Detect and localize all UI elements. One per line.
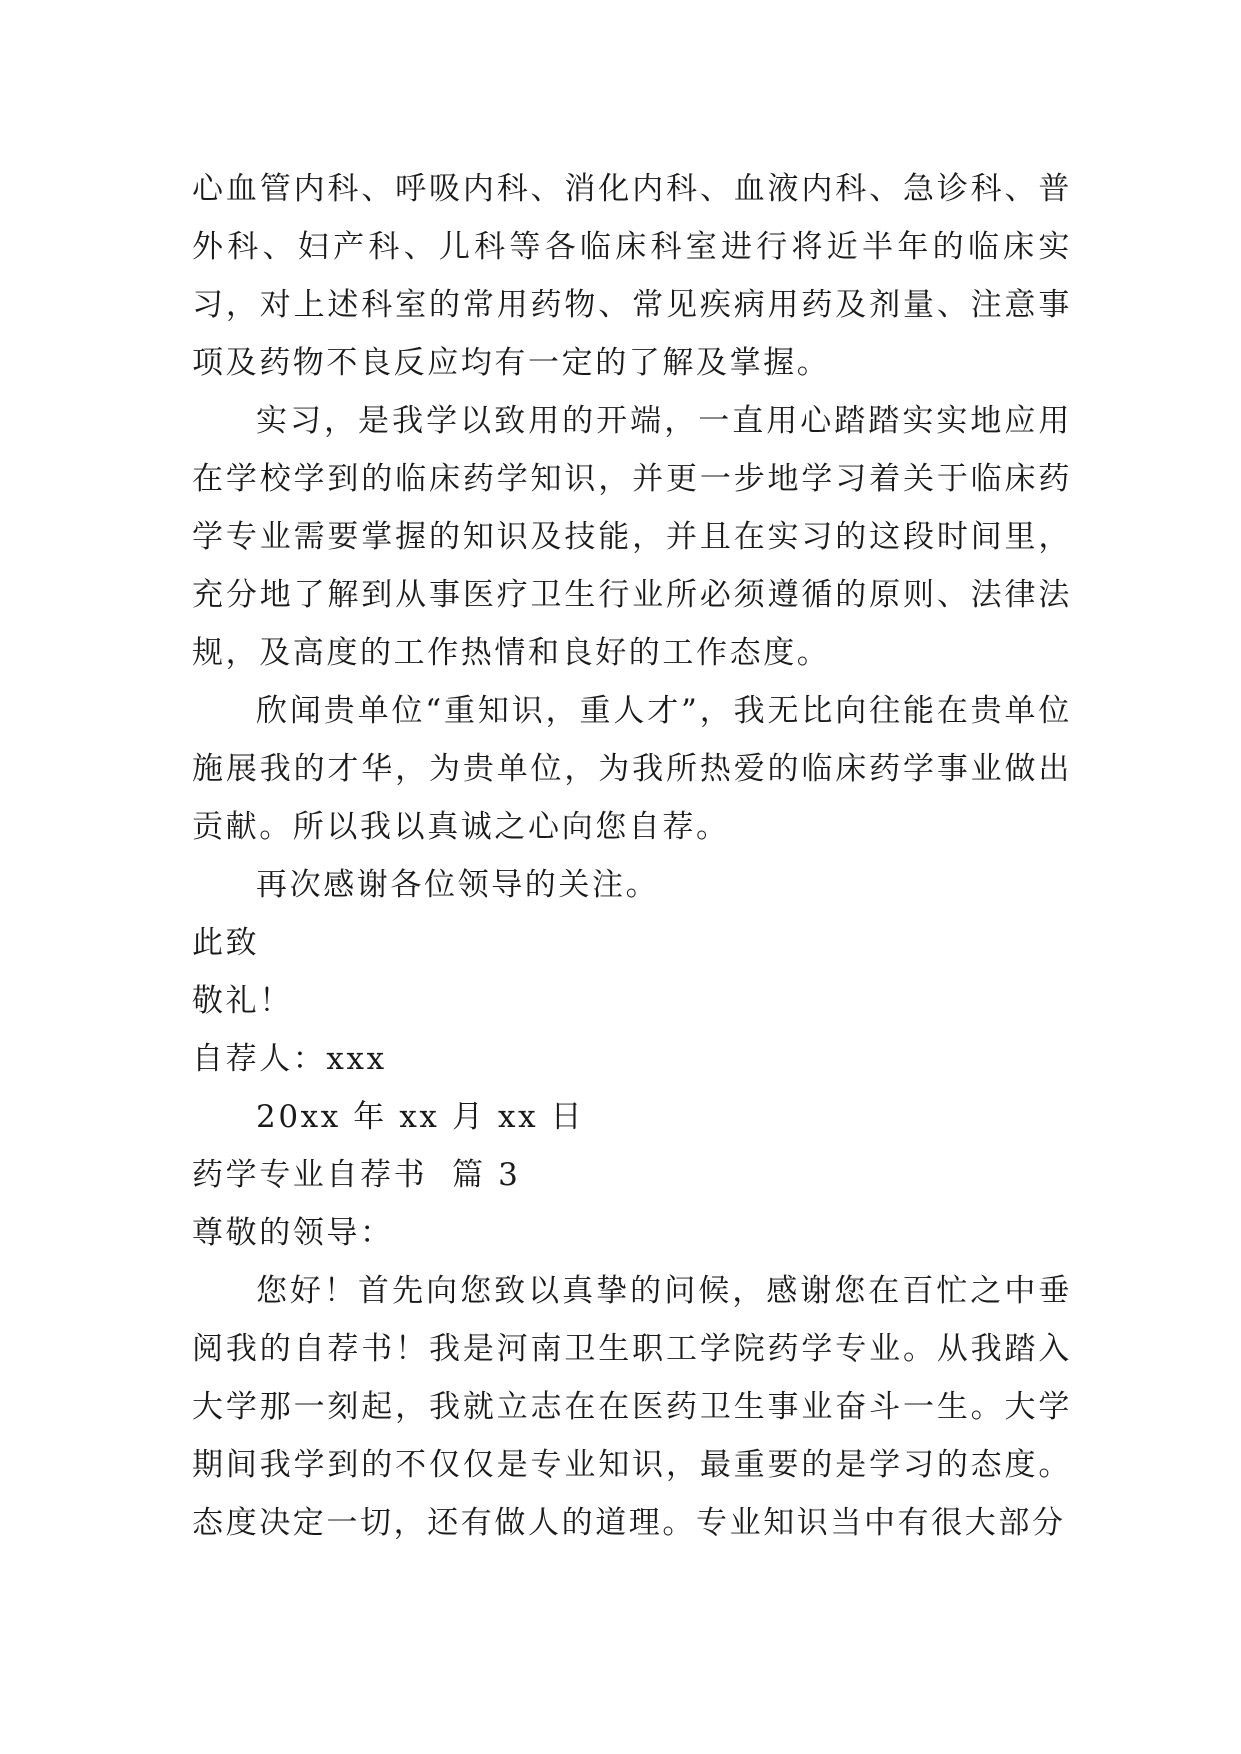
paragraph-thanks: 再次感谢各位领导的关注。	[256, 867, 660, 903]
paragraph-internship-meaning: 实习，是我学以致用的开端，一直用心踏踏实实地应用在学校学到的临床药学知识，并更一步地学习着关于临床药学专业需要掌握的知识及技能，并且在实习的这段时间里，充分地了解到从事医疗卫生行业所必须遵循的原则、法律法规，及高度的工作热情和良好的工作态度。	[192, 403, 1072, 671]
paragraph-aspiration: 欣闻贵单位“重知识，重人才”，我无比向往能在贵单位施展我的才华，为贵单位，为我所热爱的临床药学事业做出贡献。所以我以真诚之心向您自荐。	[192, 693, 1072, 845]
document-body	[192, 160, 1072, 1552]
signer-line: 自荐人：xxx	[192, 1041, 387, 1077]
section-title: 药学专业自荐书 篇 3	[192, 1157, 521, 1193]
paragraph-internship-departments: 心血管内科、呼吸内科、消化内科、血液内科、急诊科、普外科、妇产科、儿科等各临床科室进行将近半年的临床实习，对上述科室的常用药物、常见疾病用药及剂量、注意事项及药物不良反应均有一定的了解及掌握。	[192, 171, 1072, 381]
closing-line-2: 敬礼！	[192, 983, 293, 1019]
paragraph-introduction: 您好！首先向您致以真挚的问候，感谢您在百忙之中垂阅我的自荐书！我是河南卫生职工学院药学专业。从我踏入大学那一刻起，我就立志在在医药卫生事业奋斗一生。大学期间我学到的不仅仅是专业知识，最重要的是学习的态度。态度决定一切，还有做人的道理。专业知识当中有很大部分	[192, 1273, 1072, 1541]
date-line: 20xx 年 xx 月 xx 日	[256, 1099, 585, 1135]
closing-line-1: 此致	[192, 925, 260, 961]
salutation-line: 尊敬的领导：	[192, 1215, 394, 1251]
